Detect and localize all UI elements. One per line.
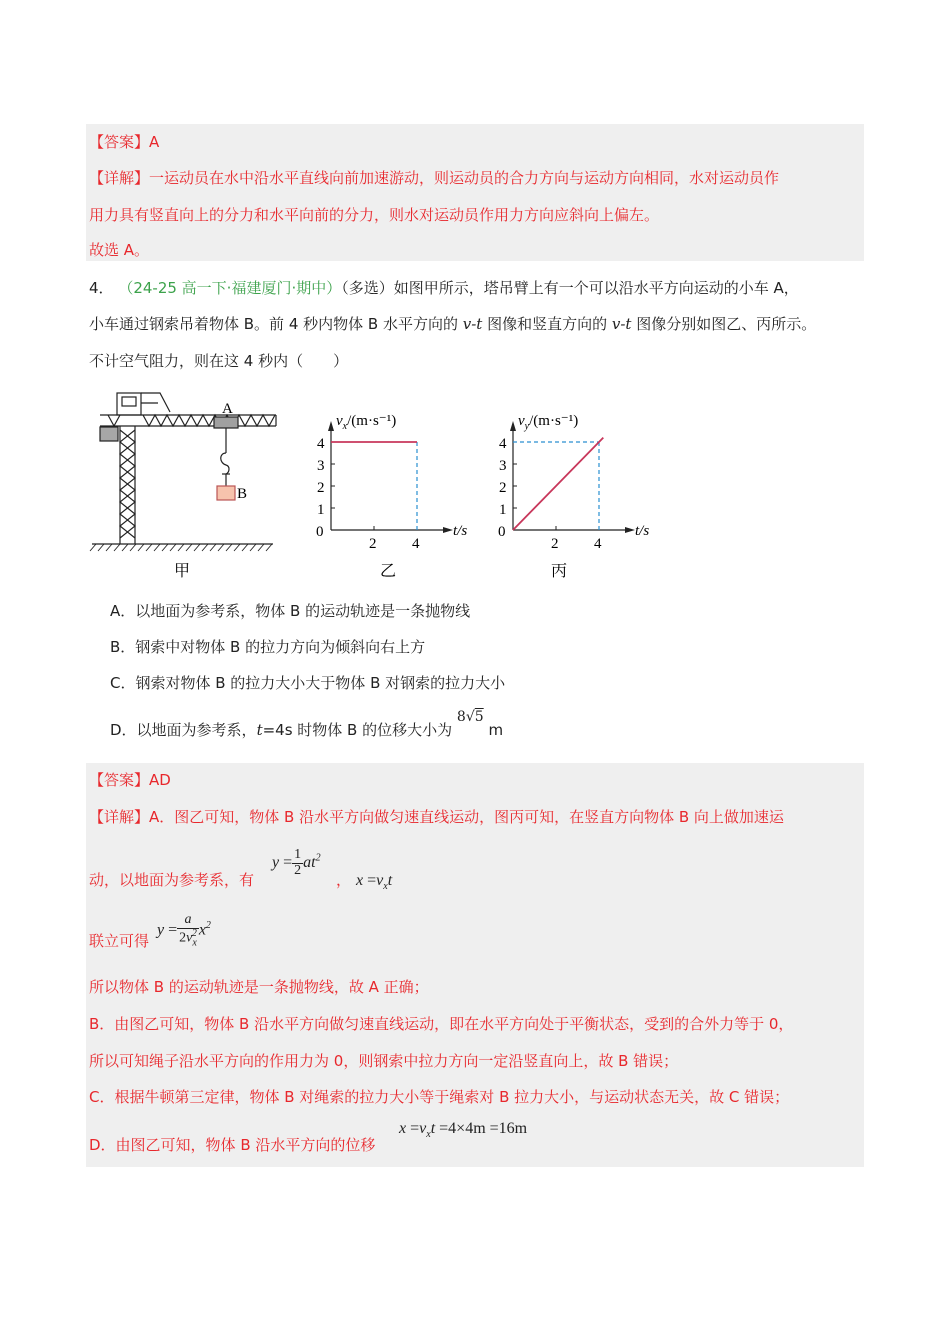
- graph-bing-xlabel: t/s: [635, 523, 650, 539]
- question-number: 4．: [89, 279, 114, 297]
- eq-x-displacement: $x =v_xt =4\times 4m =16m$: [399, 1120, 528, 1141]
- detail2-a3: 联立可得: [89, 932, 150, 950]
- eq-y-half-at2: y = $\frac{1}{2}$ $at^2$: [272, 847, 321, 878]
- graph-yi-xtick-2: 2: [369, 536, 377, 552]
- caption-jia: 甲: [174, 563, 191, 580]
- crane-label-B: B: [237, 486, 248, 502]
- detail2-a2: 动，以地面为参考系，有: [89, 871, 255, 889]
- detail2-a4: 所以物体 B 的运动轨迹是一条抛物线，故 A 正确；: [89, 978, 429, 996]
- answer-line-1: 【答案】A: [89, 133, 160, 151]
- answer-line-2: 【答案】AD: [89, 771, 171, 789]
- crane-label-A: A: [222, 401, 233, 417]
- detail2-d1: D．由图乙可知，物体 B 沿水平方向的位移: [89, 1136, 376, 1154]
- graph-yi-ticks: [331, 442, 417, 530]
- graph-yi: [316, 413, 467, 580]
- option-d[interactable]: D．以地面为参考系，t=4s 时物体 B 的位移大小为 8√5 m: [110, 709, 504, 739]
- question-figure: [88, 385, 668, 585]
- detail2-a1: 【详解】A．图乙可知，物体 B 沿水平方向做匀速直线运动，图丙可知，在竖直方向物体 B 向上做加速运: [89, 808, 784, 826]
- crane-diagram: [90, 393, 276, 551]
- question-line-1: 4． （24-25 高一下·福建厦门·期中）（多选）如图甲所示，塔吊臂上有一个可以沿水平方向运动的小车 A，: [89, 279, 799, 297]
- detail-conclusion-1: 故选 A。: [89, 241, 150, 259]
- graph-yi-ytick-3: 3: [317, 458, 325, 474]
- detail-line-1: 【详解】一运动员在水中沿水平直线向前加速游动，则运动员的合力方向与运动方向相同，水对运动员作: [89, 169, 780, 187]
- graph-bing: [498, 413, 649, 580]
- eq-y-parabola: y = $\frac{a}{2v_x^2}$ $x^2$: [157, 912, 211, 949]
- detail-line-2: 用力具有竖直向上的分力和水平向前的分力，则水对运动员作用力方向应斜向上偏左。: [89, 206, 660, 224]
- graph-yi-ytick-0: 0: [316, 524, 324, 540]
- graph-yi-ytick-4: 4: [317, 436, 325, 452]
- graph-bing-y-arrow: [510, 421, 516, 431]
- graph-yi-xlabel: t/s: [453, 523, 468, 539]
- graph-bing-x-arrow: [625, 527, 635, 533]
- option-a[interactable]: A．以地面为参考系，物体 B 的运动轨迹是一条抛物线: [110, 602, 471, 620]
- graph-yi-ytick-1: 1: [317, 502, 325, 518]
- graph-yi-ylabel: $v_x/(m\cdot s^{-1})$: [336, 413, 397, 432]
- option-d-value: 8√5: [456, 709, 484, 725]
- graph-bing-xtick-2: 2: [551, 536, 559, 552]
- option-b[interactable]: B．钢索中对物体 B 的拉力方向为倾斜向右上方: [110, 638, 426, 656]
- eq-x-vxt: $x =v_xt$: [356, 872, 393, 893]
- graph-yi-y-arrow: [328, 421, 334, 431]
- graph-bing-ytick-1: 1: [499, 502, 507, 518]
- question-line-2: 小车通过钢索吊着物体 B。前 4 秒内物体 B 水平方向的 v-t 图像和竖直方向的 v-t 图像分别如图乙、丙所示。: [89, 315, 817, 333]
- graph-yi-x-arrow: [443, 527, 453, 533]
- graph-bing-ytick-4: 4: [499, 436, 507, 452]
- graph-bing-ylabel: $v_y/(m\cdot s^{-1})$: [518, 413, 579, 432]
- caption-bing: 丙: [551, 563, 568, 580]
- graph-yi-xtick-4: 4: [412, 536, 420, 552]
- detail2-a2-comma: ，: [336, 871, 352, 889]
- graph-bing-ytick-2: 2: [499, 480, 507, 496]
- option-c[interactable]: C．钢索对物体 B 的拉力大小大于物体 B 对钢索的拉力大小: [110, 674, 506, 692]
- detail2-c1: C．根据牛顿第三定律，物体 B 对绳索的拉力大小等于绳索对 B 拉力大小，与运动状态无关，故 C 错误；: [89, 1088, 790, 1106]
- detail2-b1: B．由图乙可知，物体 B 沿水平方向做匀速直线运动，即在水平方向处于平衡状态，受到的合外力等于 0，: [89, 1015, 794, 1033]
- graph-yi-ytick-2: 2: [317, 480, 325, 496]
- answer-box-1: [86, 124, 864, 261]
- graph-bing-ytick-0: 0: [498, 524, 506, 540]
- graph-bing-ytick-3: 3: [499, 458, 507, 474]
- question-source: （24-25 高一下·福建厦门·期中）: [118, 279, 342, 297]
- graph-bing-xtick-4: 4: [594, 536, 602, 552]
- caption-yi: 乙: [380, 563, 397, 580]
- question-line-3: 不计空气阻力，则在这 4 秒内（ ）: [89, 352, 349, 370]
- detail2-b2: 所以可知绳子沿水平方向的作用力为 0，则钢索中拉力方向一定沿竖直向上，故 B 错误；: [89, 1052, 679, 1070]
- graph-bing-series-line: [513, 438, 603, 530]
